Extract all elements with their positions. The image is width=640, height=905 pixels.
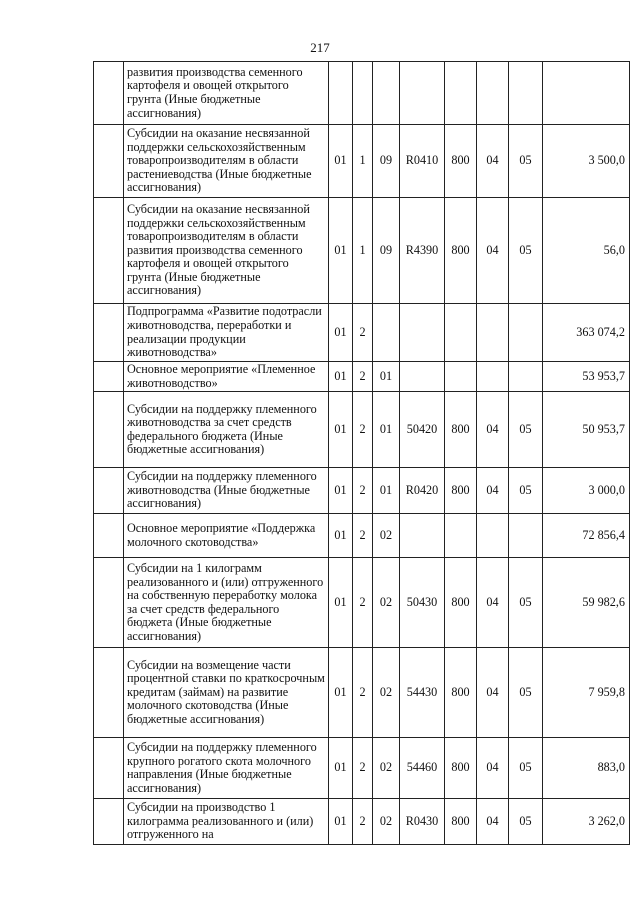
code-cell: 800	[445, 468, 477, 514]
code-cell	[400, 62, 445, 125]
code-cell	[477, 362, 509, 392]
code-cell: 05	[509, 738, 543, 799]
item-name: Подпрограмма «Развитие подотрасли животноводства, переработки и реализации продукции животноводства»	[124, 304, 329, 362]
code-cell: 2	[353, 738, 373, 799]
code-cell: 05	[509, 468, 543, 514]
row-index-cell	[94, 304, 124, 362]
code-cell: 05	[509, 198, 543, 304]
code-cell: 2	[353, 392, 373, 468]
code-cell: 2	[353, 558, 373, 648]
code-cell: 54460	[400, 738, 445, 799]
code-cell: 01	[329, 648, 353, 738]
code-cell: 2	[353, 799, 373, 845]
budget-table	[93, 61, 630, 845]
code-cell	[445, 514, 477, 558]
table-row	[94, 362, 630, 392]
code-cell: 800	[445, 125, 477, 198]
amount-cell: 7 959,8	[543, 648, 630, 738]
table-row	[94, 514, 630, 558]
code-cell: 800	[445, 198, 477, 304]
table-row	[94, 799, 630, 845]
code-cell: 05	[509, 125, 543, 198]
code-cell: 04	[477, 648, 509, 738]
code-cell: 04	[477, 558, 509, 648]
amount-cell: 53 953,7	[543, 362, 630, 392]
code-cell	[329, 62, 353, 125]
code-cell: 50420	[400, 392, 445, 468]
code-cell: 2	[353, 648, 373, 738]
code-cell: 01	[329, 125, 353, 198]
code-cell: 2	[353, 468, 373, 514]
amount-cell: 50 953,7	[543, 392, 630, 468]
item-name: Субсидии на производство 1 килограмма реализованного и (или) отгруженного на	[124, 799, 329, 845]
amount-cell: 3 000,0	[543, 468, 630, 514]
row-index-cell	[94, 648, 124, 738]
code-cell: 01	[329, 799, 353, 845]
code-cell: 04	[477, 468, 509, 514]
code-cell: R0420	[400, 468, 445, 514]
page-number: 217	[310, 40, 330, 55]
code-cell: 09	[373, 125, 400, 198]
amount-cell: 3 500,0	[543, 125, 630, 198]
amount-cell: 56,0	[543, 198, 630, 304]
amount-cell: 59 982,6	[543, 558, 630, 648]
code-cell: 800	[445, 799, 477, 845]
code-cell: R4390	[400, 198, 445, 304]
item-name: Субсидии на поддержку племенного крупного рогатого скота молочного направления (Иные бюджетные ассигнования)	[124, 738, 329, 799]
code-cell: 800	[445, 392, 477, 468]
code-cell: 09	[373, 198, 400, 304]
code-cell	[509, 304, 543, 362]
code-cell: 04	[477, 799, 509, 845]
code-cell: 02	[373, 514, 400, 558]
code-cell: 04	[477, 125, 509, 198]
code-cell: 50430	[400, 558, 445, 648]
code-cell: 54430	[400, 648, 445, 738]
item-name: Субсидии на поддержку племенного животноводства (Иные бюджетные ассигнования)	[124, 468, 329, 514]
code-cell: 01	[329, 738, 353, 799]
code-cell: R0410	[400, 125, 445, 198]
row-index-cell	[94, 198, 124, 304]
code-cell: 04	[477, 392, 509, 468]
code-cell: 02	[373, 558, 400, 648]
code-cell: 05	[509, 392, 543, 468]
code-cell: 04	[477, 738, 509, 799]
row-index-cell	[94, 392, 124, 468]
code-cell	[477, 304, 509, 362]
code-cell	[400, 304, 445, 362]
code-cell: 01	[329, 468, 353, 514]
row-index-cell	[94, 514, 124, 558]
item-name: Субсидии на оказание несвязанной поддержки сельскохозяйственным товаропроизводителям в области развития производства семенного картофеля и овощей открытого грунта (Иные бюджетные ассигнования)	[124, 198, 329, 304]
item-name: Субсидии на 1 килограмм реализованного и (или) отгруженного на собственную переработку молока за счет средств федерального бюджета (Иные бюджетные ассигнования)	[124, 558, 329, 648]
item-name: Основное мероприятие «Племенное животноводство»	[124, 362, 329, 392]
code-cell: 800	[445, 558, 477, 648]
amount-cell	[543, 62, 630, 125]
row-index-cell	[94, 62, 124, 125]
code-cell: 2	[353, 304, 373, 362]
item-name: Основное мероприятие «Поддержка молочного скотоводства»	[124, 514, 329, 558]
amount-cell: 883,0	[543, 738, 630, 799]
table-row	[94, 125, 630, 198]
code-cell: 01	[329, 362, 353, 392]
code-cell: 05	[509, 648, 543, 738]
code-cell: 02	[373, 648, 400, 738]
amount-cell: 72 856,4	[543, 514, 630, 558]
row-index-cell	[94, 125, 124, 198]
code-cell: 2	[353, 362, 373, 392]
code-cell: 2	[353, 514, 373, 558]
table-row	[94, 558, 630, 648]
code-cell	[400, 514, 445, 558]
table-row	[94, 738, 630, 799]
table-row	[94, 648, 630, 738]
code-cell	[445, 304, 477, 362]
code-cell: 01	[329, 198, 353, 304]
code-cell	[477, 62, 509, 125]
code-cell: 05	[509, 558, 543, 648]
row-index-cell	[94, 468, 124, 514]
code-cell: 02	[373, 799, 400, 845]
table-row	[94, 198, 630, 304]
item-name: Субсидии на оказание несвязанной поддержки сельскохозяйственным товаропроизводителям в области растениеводства (Иные бюджетные ассигнования)	[124, 125, 329, 198]
code-cell: 800	[445, 738, 477, 799]
row-index-cell	[94, 362, 124, 392]
table-row	[94, 468, 630, 514]
amount-cell: 363 074,2	[543, 304, 630, 362]
table-row	[94, 392, 630, 468]
code-cell	[509, 62, 543, 125]
code-cell: 1	[353, 125, 373, 198]
row-index-cell	[94, 738, 124, 799]
code-cell	[373, 62, 400, 125]
code-cell: 1	[353, 198, 373, 304]
code-cell: 04	[477, 198, 509, 304]
code-cell	[509, 362, 543, 392]
code-cell	[400, 362, 445, 392]
item-name: Субсидии на поддержку племенного животноводства за счет средств федерального бюджета (Иные бюджетные ассигнования)	[124, 392, 329, 468]
code-cell: 01	[373, 362, 400, 392]
code-cell: 01	[329, 558, 353, 648]
code-cell: 02	[373, 738, 400, 799]
code-cell: 800	[445, 648, 477, 738]
code-cell: R0430	[400, 799, 445, 845]
item-name: Субсидии на возмещение части процентной ставки по краткосрочным кредитам (займам) на развитие молочного скотоводства (Иные бюджетные ассигнования)	[124, 648, 329, 738]
code-cell	[477, 514, 509, 558]
code-cell: 01	[329, 514, 353, 558]
row-index-cell	[94, 799, 124, 845]
code-cell: 05	[509, 799, 543, 845]
code-cell	[353, 62, 373, 125]
amount-cell: 3 262,0	[543, 799, 630, 845]
code-cell: 01	[373, 392, 400, 468]
code-cell: 01	[329, 304, 353, 362]
code-cell: 01	[373, 468, 400, 514]
table-row	[94, 62, 630, 125]
code-cell	[509, 514, 543, 558]
code-cell	[373, 304, 400, 362]
code-cell	[445, 362, 477, 392]
table-row	[94, 304, 630, 362]
row-index-cell	[94, 558, 124, 648]
item-name: развития производства семенного картофеля и овощей открытого грунта (Иные бюджетные ассигнования)	[124, 62, 329, 125]
code-cell: 01	[329, 392, 353, 468]
code-cell	[445, 62, 477, 125]
